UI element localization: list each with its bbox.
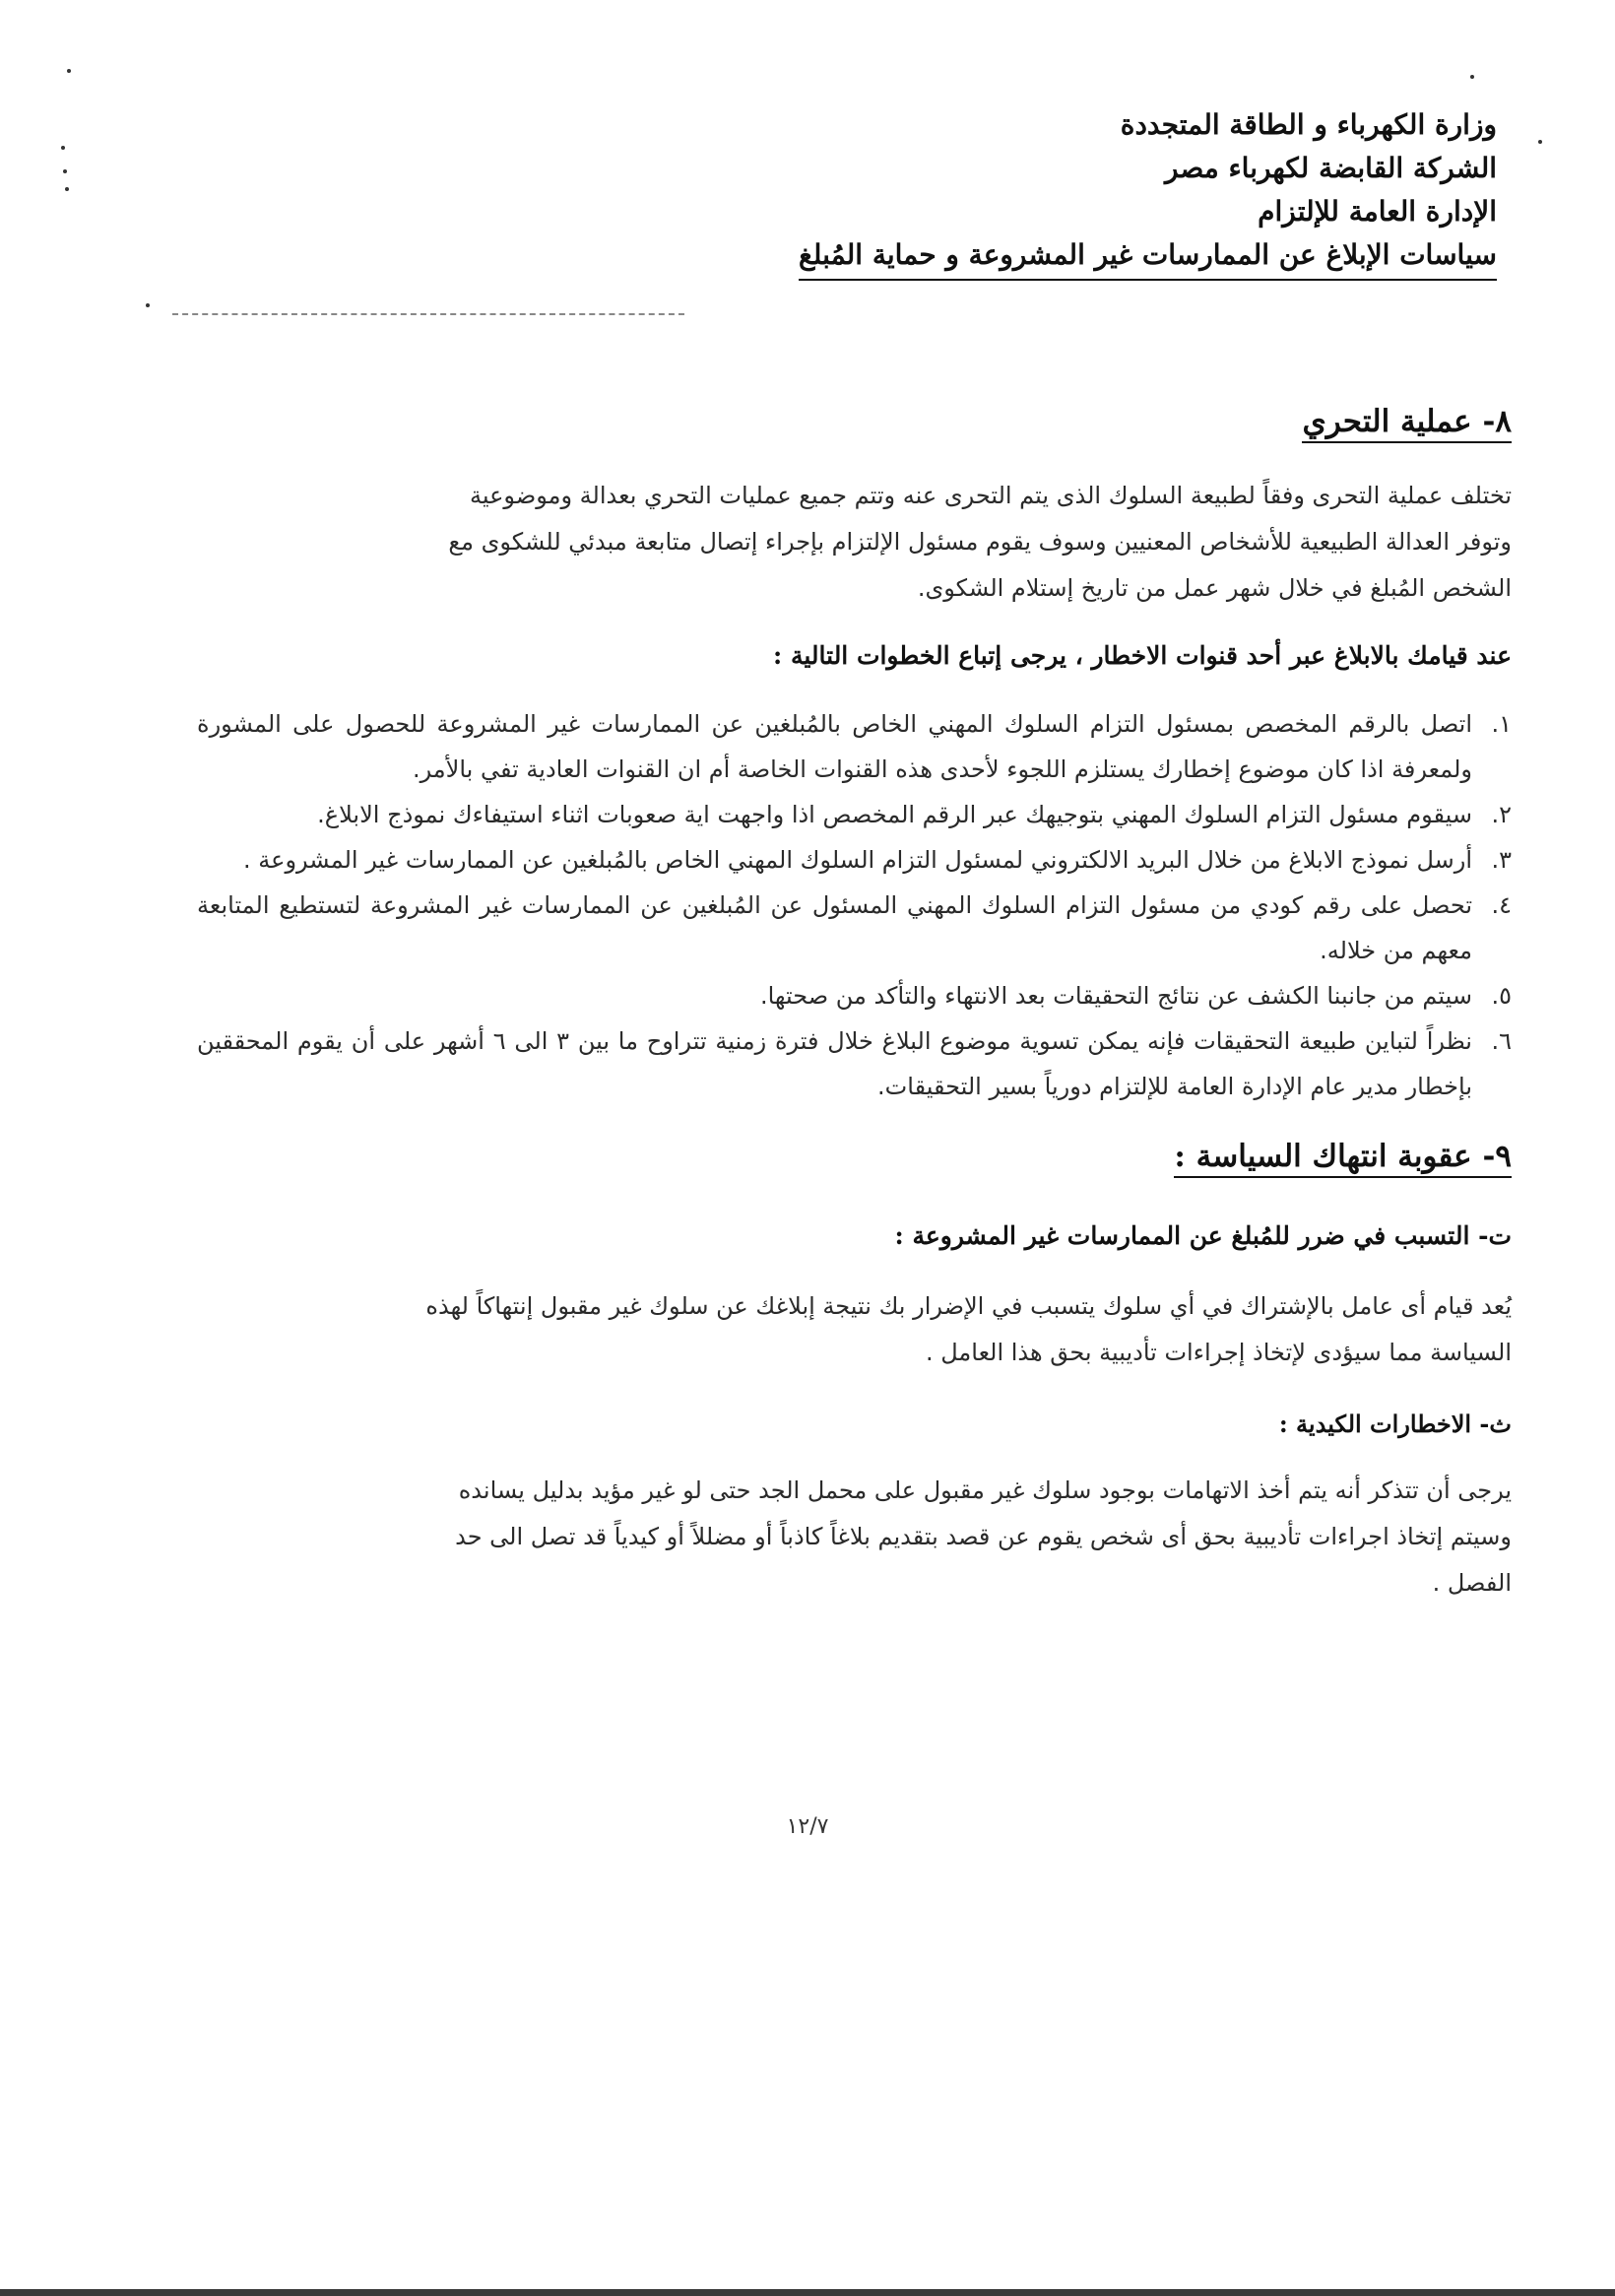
document-body (197, 404, 1512, 1607)
list-item (197, 837, 1512, 883)
paragraph-line: يرجى أن تتذكر أنه يتم أخذ الاتهامات بوجود سلوك غير مقبول على محمل الجد حتى لو غير مؤيد بدليل يسانده (458, 1476, 1512, 1504)
paragraph-line: الشخص المُبلغ في خلال شهر عمل من تاريخ إستلام الشكوى. (917, 574, 1512, 602)
step-text: سيتم من جانبنا الكشف عن نتائج التحقيقات بعد الانتهاء والتأكد من صحتها. (759, 982, 1472, 1010)
step-text: تحصل على رقم كودي من مسئول التزام السلوك المهني المسئول عن المُبلغين عن الممارسات غير المشروعة لتستطيع المتابعة معهم من خلاله. (197, 891, 1472, 964)
page-number: ١٢/٧ (786, 1814, 829, 1839)
list-item (197, 1018, 1512, 1109)
steps-heading: عند قيامك بالابلاغ عبر أحد قنوات الاخطار ، يرجى إتباع الخطوات التالية : (773, 641, 1512, 670)
list-item (197, 883, 1512, 973)
scan-speck (63, 169, 67, 173)
scan-bottom-edge (0, 2289, 1615, 2296)
scan-speck (61, 146, 65, 150)
document-header (315, 103, 1497, 281)
scan-speck (67, 69, 71, 73)
step-number: ٤. (1491, 891, 1512, 919)
list-item (197, 701, 1512, 792)
section-8-paragraph (197, 473, 1512, 612)
step-text: أرسل نموذج الابلاغ من خلال البريد الالكتروني لمسئول التزام السلوك المهني الخاص بالمُبلغين عن الممارسات غير المشروعة . (243, 846, 1472, 874)
paragraph-line: الفصل . (1432, 1569, 1512, 1597)
step-number: ٢. (1491, 801, 1512, 828)
scan-speck (1538, 140, 1542, 144)
list-item (197, 973, 1512, 1018)
scan-speck (65, 187, 69, 191)
paragraph-line: وتوفر العدالة الطبيعية للأشخاص المعنيين وسوف يقوم مسئول الإلتزام بإجراء إتصال متابعة مبدئي للشكوى مع (448, 528, 1512, 556)
paragraph-line: تختلف عملية التحرى وفقاً لطبيعة السلوك الذى يتم التحرى عنه وتتم جميع عمليات التحري بعدالة وموضوعية (469, 482, 1512, 509)
subsection-t-paragraph (197, 1283, 1512, 1376)
subsection-t-heading: ت- التسبب في ضرر للمُبلغ عن الممارسات غير المشروعة : (894, 1221, 1512, 1250)
paragraph-line: يُعد قيام أى عامل بالإشتراك في أي سلوك يتسبب في الإضرار بك نتيجة إبلاغك عن سلوك غير مقبول إنتهاكاً لهذه (425, 1292, 1512, 1320)
scan-speck (1470, 75, 1474, 79)
company-name: الشركة القابضة لكهرباء مصر (1165, 152, 1497, 184)
steps-list (197, 701, 1512, 1109)
step-number: ٦. (1491, 1027, 1512, 1055)
paragraph-line: وسيتم إتخاذ اجراءات تأديبية بحق أى شخص يقوم عن قصد بتقديم بلاغاً كاذباً أو مضللاً أو كيدياً قد تصل الى حد (455, 1523, 1512, 1550)
step-number: ١. (1491, 710, 1512, 738)
step-text: نظراً لتباين طبيعة التحقيقات فإنه يمكن تسوية موضوع البلاغ خلال فترة زمنية تتراوح ما بين ٣ الى ٦ أشهر على أن يقوم المحققين بإخطار مدير عام الإدارة العامة للإلتزام دورياً بسير التحقيقات. (197, 1027, 1472, 1100)
step-text: اتصل بالرقم المخصص بمسئول التزام السلوك المهني الخاص بالمُبلغين عن الممارسات غير المشروعة للحصول على المشورة ولمعرفة اذا كان موضوع إخطارك يستلزم اللجوء لأحدى هذه القنوات الخاصة أم ان القنوات العادية تفي بالأمر. (197, 710, 1472, 783)
step-number: ٣. (1491, 846, 1512, 874)
step-number: ٥. (1491, 982, 1512, 1010)
department-name: الإدارة العامة للإلتزام (1258, 195, 1497, 228)
section-8-title: ٨- عملية التحري (1302, 404, 1512, 443)
ministry-name: وزارة الكهرباء و الطاقة المتجددة (1120, 108, 1497, 141)
subsection-th-heading: ث- الاخطارات الكيدية : (1278, 1410, 1512, 1438)
section-9-title: ٩- عقوبة انتهاك السياسة : (1174, 1139, 1512, 1178)
policy-title: سياسات الإبلاغ عن الممارسات غير المشروعة و حماية المُبلغ (799, 233, 1497, 281)
subsection-th-paragraph (197, 1468, 1512, 1607)
paragraph-line: السياسة مما سيؤدى لإتخاذ إجراءات تأديبية بحق هذا العامل . (925, 1339, 1512, 1366)
header-divider (172, 313, 684, 315)
list-item (197, 792, 1512, 837)
scan-speck (146, 303, 150, 307)
step-text: سيقوم مسئول التزام السلوك المهني بتوجيهك عبر الرقم المخصص اذا واجهت اية صعوبات اثناء استيفاءك نموذج الابلاغ. (317, 801, 1472, 828)
